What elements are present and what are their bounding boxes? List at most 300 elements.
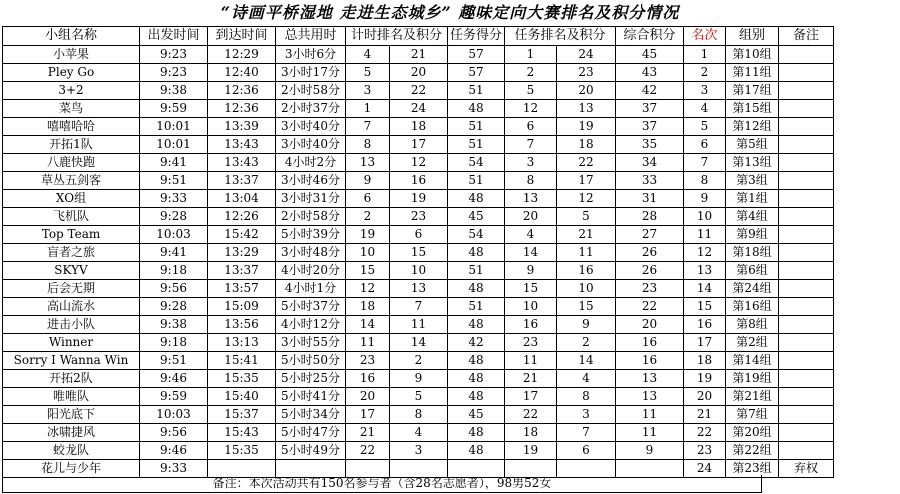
cell-group: 第24组	[726, 280, 779, 298]
cell-start-time: 9:23	[140, 64, 208, 82]
cell-task-points: 15	[557, 298, 616, 316]
cell-time-points: 12	[390, 154, 448, 172]
cell-time-points: 9	[390, 370, 448, 388]
cell-team-name: 3+2	[3, 82, 140, 100]
cell-team-name: Top Team	[3, 226, 140, 244]
cell-time-points: 20	[390, 64, 448, 82]
cell-task-rank: 14	[505, 244, 557, 262]
cell-start-time: 10:03	[140, 226, 208, 244]
cell-time-points: 6	[390, 226, 448, 244]
cell-note	[779, 82, 834, 100]
table-row	[3, 64, 834, 82]
cell-task-score: 48	[448, 100, 505, 118]
cell-duration: 3小时40分	[276, 136, 346, 154]
cell-group: 第18组	[726, 244, 779, 262]
cell-group: 第11组	[726, 64, 779, 82]
cell-task-score: 48	[448, 280, 505, 298]
cell-duration: 3小时46分	[276, 172, 346, 190]
cell-start-time: 9:18	[140, 262, 208, 280]
col-header-total: 综合积分	[616, 27, 684, 46]
cell-arrive-time: 15:40	[208, 388, 276, 406]
cell-group: 第1组	[726, 190, 779, 208]
cell-total-points: 23	[616, 280, 684, 298]
cell-time-points: 11	[390, 316, 448, 334]
cell-duration: 3小时6分	[276, 46, 346, 64]
cell-group: 第22组	[726, 442, 779, 460]
cell-team-name: 八鹿快跑	[3, 154, 140, 172]
table-row	[3, 352, 834, 370]
table-row	[3, 280, 834, 298]
cell-duration: 5小时49分	[276, 442, 346, 460]
cell-note	[779, 406, 834, 424]
table-row	[3, 154, 834, 172]
cell-time-rank: 4	[346, 46, 390, 64]
cell-place: 22	[684, 424, 726, 442]
cell-place: 14	[684, 280, 726, 298]
col-header-task-score: 任务得分	[448, 27, 505, 46]
table-row	[3, 298, 834, 316]
cell-team-name: 飞机队	[3, 208, 140, 226]
cell-place: 1	[684, 46, 726, 64]
cell-start-time: 9:59	[140, 100, 208, 118]
cell-time-points: 7	[390, 298, 448, 316]
cell-note	[779, 262, 834, 280]
cell-team-name: 开拓1队	[3, 136, 140, 154]
cell-duration: 3小时55分	[276, 334, 346, 352]
cell-task-score: 51	[448, 172, 505, 190]
cell-total-points: 16	[616, 352, 684, 370]
cell-note	[779, 46, 834, 64]
cell-duration: 5小时34分	[276, 406, 346, 424]
cell-group: 第21组	[726, 388, 779, 406]
cell-time-points: 4	[390, 424, 448, 442]
cell-duration: 5小时41分	[276, 388, 346, 406]
cell-start-time: 9:33	[140, 460, 208, 478]
cell-arrive-time: 15:09	[208, 298, 276, 316]
cell-note: 弃权	[779, 460, 834, 478]
cell-team-name: 阳光底下	[3, 406, 140, 424]
cell-start-time: 9:18	[140, 334, 208, 352]
cell-task-score: 51	[448, 298, 505, 316]
cell-duration: 2小时37分	[276, 100, 346, 118]
cell-duration: 4小时12分	[276, 316, 346, 334]
cell-note	[779, 208, 834, 226]
cell-task-rank: 20	[505, 208, 557, 226]
cell-task-score: 57	[448, 64, 505, 82]
cell-task-score: 51	[448, 82, 505, 100]
cell-group: 第12组	[726, 118, 779, 136]
table-row	[3, 172, 834, 190]
cell-total-points: 42	[616, 82, 684, 100]
cell-group: 第23组	[726, 460, 779, 478]
cell-time-points: 3	[390, 442, 448, 460]
cell-task-rank: 19	[505, 442, 557, 460]
cell-start-time: 9:46	[140, 442, 208, 460]
cell-task-rank: 1	[505, 46, 557, 64]
table-row	[3, 118, 834, 136]
cell-time-rank: 17	[346, 406, 390, 424]
cell-task-points: 24	[557, 46, 616, 64]
table-row	[3, 226, 834, 244]
cell-task-score: 45	[448, 406, 505, 424]
cell-note	[779, 370, 834, 388]
cell-team-name: XO组	[3, 190, 140, 208]
cell-group: 第9组	[726, 226, 779, 244]
cell-note	[779, 154, 834, 172]
cell-total-points: 26	[616, 262, 684, 280]
cell-group: 第20组	[726, 424, 779, 442]
cell-time-rank: 11	[346, 334, 390, 352]
cell-task-points: 19	[557, 118, 616, 136]
cell-duration: 2小时58分	[276, 208, 346, 226]
cell-total-points: 35	[616, 136, 684, 154]
cell-task-points: 11	[557, 244, 616, 262]
cell-team-name: 花儿与少年	[3, 460, 140, 478]
cell-total-points: 28	[616, 208, 684, 226]
cell-note	[779, 334, 834, 352]
cell-start-time: 9:41	[140, 154, 208, 172]
col-header-time-rank: 计时排名及积分	[346, 27, 448, 46]
cell-place: 13	[684, 262, 726, 280]
cell-arrive-time: 15:35	[208, 442, 276, 460]
cell-team-name: 盲者之旅	[3, 244, 140, 262]
cell-place: 16	[684, 316, 726, 334]
cell-group: 第7组	[726, 406, 779, 424]
cell-total-points: 37	[616, 118, 684, 136]
table-row	[3, 190, 834, 208]
cell-task-points: 13	[557, 100, 616, 118]
cell-task-points: 10	[557, 280, 616, 298]
cell-time-rank: 12	[346, 280, 390, 298]
cell-total-points: 22	[616, 298, 684, 316]
table-row	[3, 442, 834, 460]
cell-note	[779, 316, 834, 334]
cell-place: 8	[684, 172, 726, 190]
cell-group: 第3组	[726, 172, 779, 190]
cell-total-points: 45	[616, 46, 684, 64]
cell-time-rank: 13	[346, 154, 390, 172]
cell-note	[779, 388, 834, 406]
col-header-group: 组别	[726, 27, 779, 46]
cell-total-points: 11	[616, 406, 684, 424]
table-row	[3, 46, 834, 64]
cell-team-name: 菜鸟	[3, 100, 140, 118]
cell-time-rank: 22	[346, 442, 390, 460]
cell-task-points: 17	[557, 172, 616, 190]
cell-task-points: 14	[557, 352, 616, 370]
cell-task-rank: 4	[505, 226, 557, 244]
cell-task-points: 2	[557, 334, 616, 352]
table-row	[3, 208, 834, 226]
cell-time-points: 5	[390, 388, 448, 406]
cell-place: 23	[684, 442, 726, 460]
col-header-place: 名次	[684, 27, 726, 46]
cell-time-rank: 18	[346, 298, 390, 316]
cell-note	[779, 352, 834, 370]
cell-place: 20	[684, 388, 726, 406]
cell-group: 第13组	[726, 154, 779, 172]
cell-team-name: 高山流水	[3, 298, 140, 316]
cell-total-points: 13	[616, 370, 684, 388]
cell-start-time: 9:38	[140, 316, 208, 334]
col-header-arrive: 到达时间	[208, 27, 276, 46]
cell-time-points: 17	[390, 136, 448, 154]
cell-arrive-time: 15:41	[208, 352, 276, 370]
cell-arrive-time: 15:35	[208, 370, 276, 388]
cell-group: 第2组	[726, 334, 779, 352]
cell-task-score: 45	[448, 208, 505, 226]
cell-task-rank: 12	[505, 100, 557, 118]
cell-start-time: 10:03	[140, 406, 208, 424]
cell-team-name: 蛟龙队	[3, 442, 140, 460]
cell-team-name: 嘻嘻哈哈	[3, 118, 140, 136]
cell-team-name: 唯唯队	[3, 388, 140, 406]
cell-arrive-time: 13:04	[208, 190, 276, 208]
cell-arrive-time: 15:42	[208, 226, 276, 244]
table-row	[3, 262, 834, 280]
cell-time-points: 10	[390, 262, 448, 280]
cell-task-score: 48	[448, 442, 505, 460]
cell-task-points: 12	[557, 190, 616, 208]
cell-task-rank: 11	[505, 352, 557, 370]
cell-time-rank: 2	[346, 208, 390, 226]
cell-task-points: 9	[557, 316, 616, 334]
cell-note	[779, 172, 834, 190]
cell-time-points: 23	[390, 208, 448, 226]
cell-total-points: 26	[616, 244, 684, 262]
cell-task-rank: 2	[505, 64, 557, 82]
cell-team-name: 开拓2队	[3, 370, 140, 388]
table-row	[3, 100, 834, 118]
cell-duration: 3小时40分	[276, 118, 346, 136]
cell-duration: 3小时48分	[276, 244, 346, 262]
cell-team-name: Sorry I Wanna Win	[3, 352, 140, 370]
cell-time-rank: 21	[346, 424, 390, 442]
cell-duration: 3小时17分	[276, 64, 346, 82]
cell-duration: 5小时50分	[276, 352, 346, 370]
cell-task-score: 48	[448, 388, 505, 406]
cell-group: 第10组	[726, 46, 779, 64]
col-header-note: 备注	[779, 27, 834, 46]
cell-note	[779, 64, 834, 82]
cell-start-time: 10:01	[140, 136, 208, 154]
cell-team-name: Winner	[3, 334, 140, 352]
cell-total-points: 37	[616, 100, 684, 118]
cell-place: 12	[684, 244, 726, 262]
cell-duration: 4小时20分	[276, 262, 346, 280]
table-row	[3, 334, 834, 352]
cell-time-rank: 3	[346, 82, 390, 100]
cell-start-time: 9:56	[140, 424, 208, 442]
cell-total-points: 11	[616, 424, 684, 442]
cell-task-rank: 18	[505, 424, 557, 442]
cell-task-score: 51	[448, 136, 505, 154]
cell-team-name: 后会无期	[3, 280, 140, 298]
cell-arrive-time: 13:43	[208, 136, 276, 154]
cell-time-points: 15	[390, 244, 448, 262]
cell-duration: 5小时39分	[276, 226, 346, 244]
cell-time-points: 18	[390, 118, 448, 136]
cell-task-rank: 17	[505, 388, 557, 406]
cell-duration: 5小时37分	[276, 298, 346, 316]
sheet-title: “诗画平桥湿地 走进生态城乡” 趣味定向大赛排名及积分情况	[220, 3, 680, 22]
cell-task-rank: 7	[505, 136, 557, 154]
cell-place: 6	[684, 136, 726, 154]
cell-start-time: 9:51	[140, 172, 208, 190]
cell-duration: 4小时1分	[276, 280, 346, 298]
table-row	[3, 406, 834, 424]
cell-task-rank: 16	[505, 316, 557, 334]
table-row	[3, 136, 834, 154]
cell-team-name: 进击小队	[3, 316, 140, 334]
cell-arrive-time: 13:39	[208, 118, 276, 136]
cell-start-time: 9:41	[140, 244, 208, 262]
table-body	[3, 46, 834, 478]
cell-arrive-time: 15:43	[208, 424, 276, 442]
cell-place: 4	[684, 100, 726, 118]
cell-task-score: 51	[448, 262, 505, 280]
cell-total-points: 33	[616, 172, 684, 190]
cell-task-score: 48	[448, 370, 505, 388]
cell-time-rank: 20	[346, 388, 390, 406]
cell-note	[779, 244, 834, 262]
cell-arrive-time: 15:37	[208, 406, 276, 424]
cell-group: 第19组	[726, 370, 779, 388]
ranking-table	[2, 26, 834, 478]
cell-group: 第4组	[726, 208, 779, 226]
cell-duration: 2小时58分	[276, 82, 346, 100]
cell-note	[779, 190, 834, 208]
cell-group: 第5组	[726, 136, 779, 154]
cell-task-points: 7	[557, 424, 616, 442]
cell-total-points: 20	[616, 316, 684, 334]
cell-total-points: 31	[616, 190, 684, 208]
cell-task-score: 48	[448, 424, 505, 442]
cell-start-time: 9:28	[140, 298, 208, 316]
cell-task-rank: 6	[505, 118, 557, 136]
header-row	[3, 27, 834, 46]
cell-note	[779, 298, 834, 316]
cell-time-rank: 9	[346, 172, 390, 190]
cell-note	[779, 424, 834, 442]
cell-time-points: 16	[390, 172, 448, 190]
cell-time-points: 24	[390, 100, 448, 118]
table-row	[3, 424, 834, 442]
cell-start-time: 9:33	[140, 190, 208, 208]
cell-time-rank: 5	[346, 64, 390, 82]
cell-task-score: 48	[448, 190, 505, 208]
cell-group: 第14组	[726, 352, 779, 370]
table-row	[3, 244, 834, 262]
cell-task-rank: 10	[505, 298, 557, 316]
cell-arrive-time: 12:36	[208, 82, 276, 100]
cell-time-rank: 8	[346, 136, 390, 154]
cell-arrive-time: 12:26	[208, 208, 276, 226]
cell-task-points: 4	[557, 370, 616, 388]
cell-task-score: 48	[448, 244, 505, 262]
cell-task-rank: 23	[505, 334, 557, 352]
cell-start-time: 9:59	[140, 388, 208, 406]
cell-total-points: 9	[616, 442, 684, 460]
cell-task-points: 18	[557, 136, 616, 154]
cell-arrive-time: 13:37	[208, 262, 276, 280]
cell-group: 第15组	[726, 100, 779, 118]
table-row	[3, 316, 834, 334]
cell-time-rank: 15	[346, 262, 390, 280]
cell-note	[779, 442, 834, 460]
cell-arrive-time: 12:36	[208, 100, 276, 118]
cell-task-score: 42	[448, 334, 505, 352]
cell-time-points: 22	[390, 82, 448, 100]
cell-group: 第6组	[726, 262, 779, 280]
cell-note	[779, 226, 834, 244]
cell-team-name: 草丛五剑客	[3, 172, 140, 190]
cell-duration: 4小时2分	[276, 154, 346, 172]
cell-place: 5	[684, 118, 726, 136]
cell-task-rank: 13	[505, 190, 557, 208]
cell-task-rank: 9	[505, 262, 557, 280]
cell-start-time: 9:38	[140, 82, 208, 100]
cell-place: 7	[684, 154, 726, 172]
cell-task-points: 6	[557, 442, 616, 460]
cell-time-rank: 6	[346, 190, 390, 208]
cell-task-points: 20	[557, 82, 616, 100]
cell-time-points: 14	[390, 334, 448, 352]
cell-task-points: 23	[557, 64, 616, 82]
cell-place: 10	[684, 208, 726, 226]
cell-task-rank: 15	[505, 280, 557, 298]
cell-team-name: SKYV	[3, 262, 140, 280]
cell-time-rank: 1	[346, 100, 390, 118]
cell-arrive-time: 13:57	[208, 280, 276, 298]
cell-task-score: 48	[448, 316, 505, 334]
cell-time-rank: 19	[346, 226, 390, 244]
cell-place: 17	[684, 334, 726, 352]
cell-place: 3	[684, 82, 726, 100]
cell-arrive-time: 12:29	[208, 46, 276, 64]
cell-task-points: 3	[557, 406, 616, 424]
cell-time-rank: 10	[346, 244, 390, 262]
cell-group: 第17组	[726, 82, 779, 100]
cell-time-points: 21	[390, 46, 448, 64]
cell-start-time: 9:51	[140, 352, 208, 370]
cell-task-score: 48	[448, 352, 505, 370]
cell-time-points: 13	[390, 280, 448, 298]
cell-time-points: 19	[390, 190, 448, 208]
cell-note	[779, 280, 834, 298]
cell-time-points: 8	[390, 406, 448, 424]
cell-group: 第8组	[726, 316, 779, 334]
col-header-team: 小组名称	[3, 27, 140, 46]
cell-start-time: 9:46	[140, 370, 208, 388]
cell-time-points: 2	[390, 352, 448, 370]
table-row	[3, 370, 834, 388]
cell-task-score: 54	[448, 226, 505, 244]
cell-note	[779, 100, 834, 118]
cell-place: 9	[684, 190, 726, 208]
cell-place: 15	[684, 298, 726, 316]
table-row	[3, 82, 834, 100]
cell-note	[779, 118, 834, 136]
cell-task-score: 57	[448, 46, 505, 64]
cell-team-name: 小苹果	[3, 46, 140, 64]
cell-place: 2	[684, 64, 726, 82]
cell-time-rank: 7	[346, 118, 390, 136]
footer-note: 备注：本次活动共有150名参与者（含28名志愿者），98男52女	[2, 475, 762, 493]
cell-total-points: 13	[616, 388, 684, 406]
cell-duration: 5小时47分	[276, 424, 346, 442]
cell-arrive-time: 13:56	[208, 316, 276, 334]
